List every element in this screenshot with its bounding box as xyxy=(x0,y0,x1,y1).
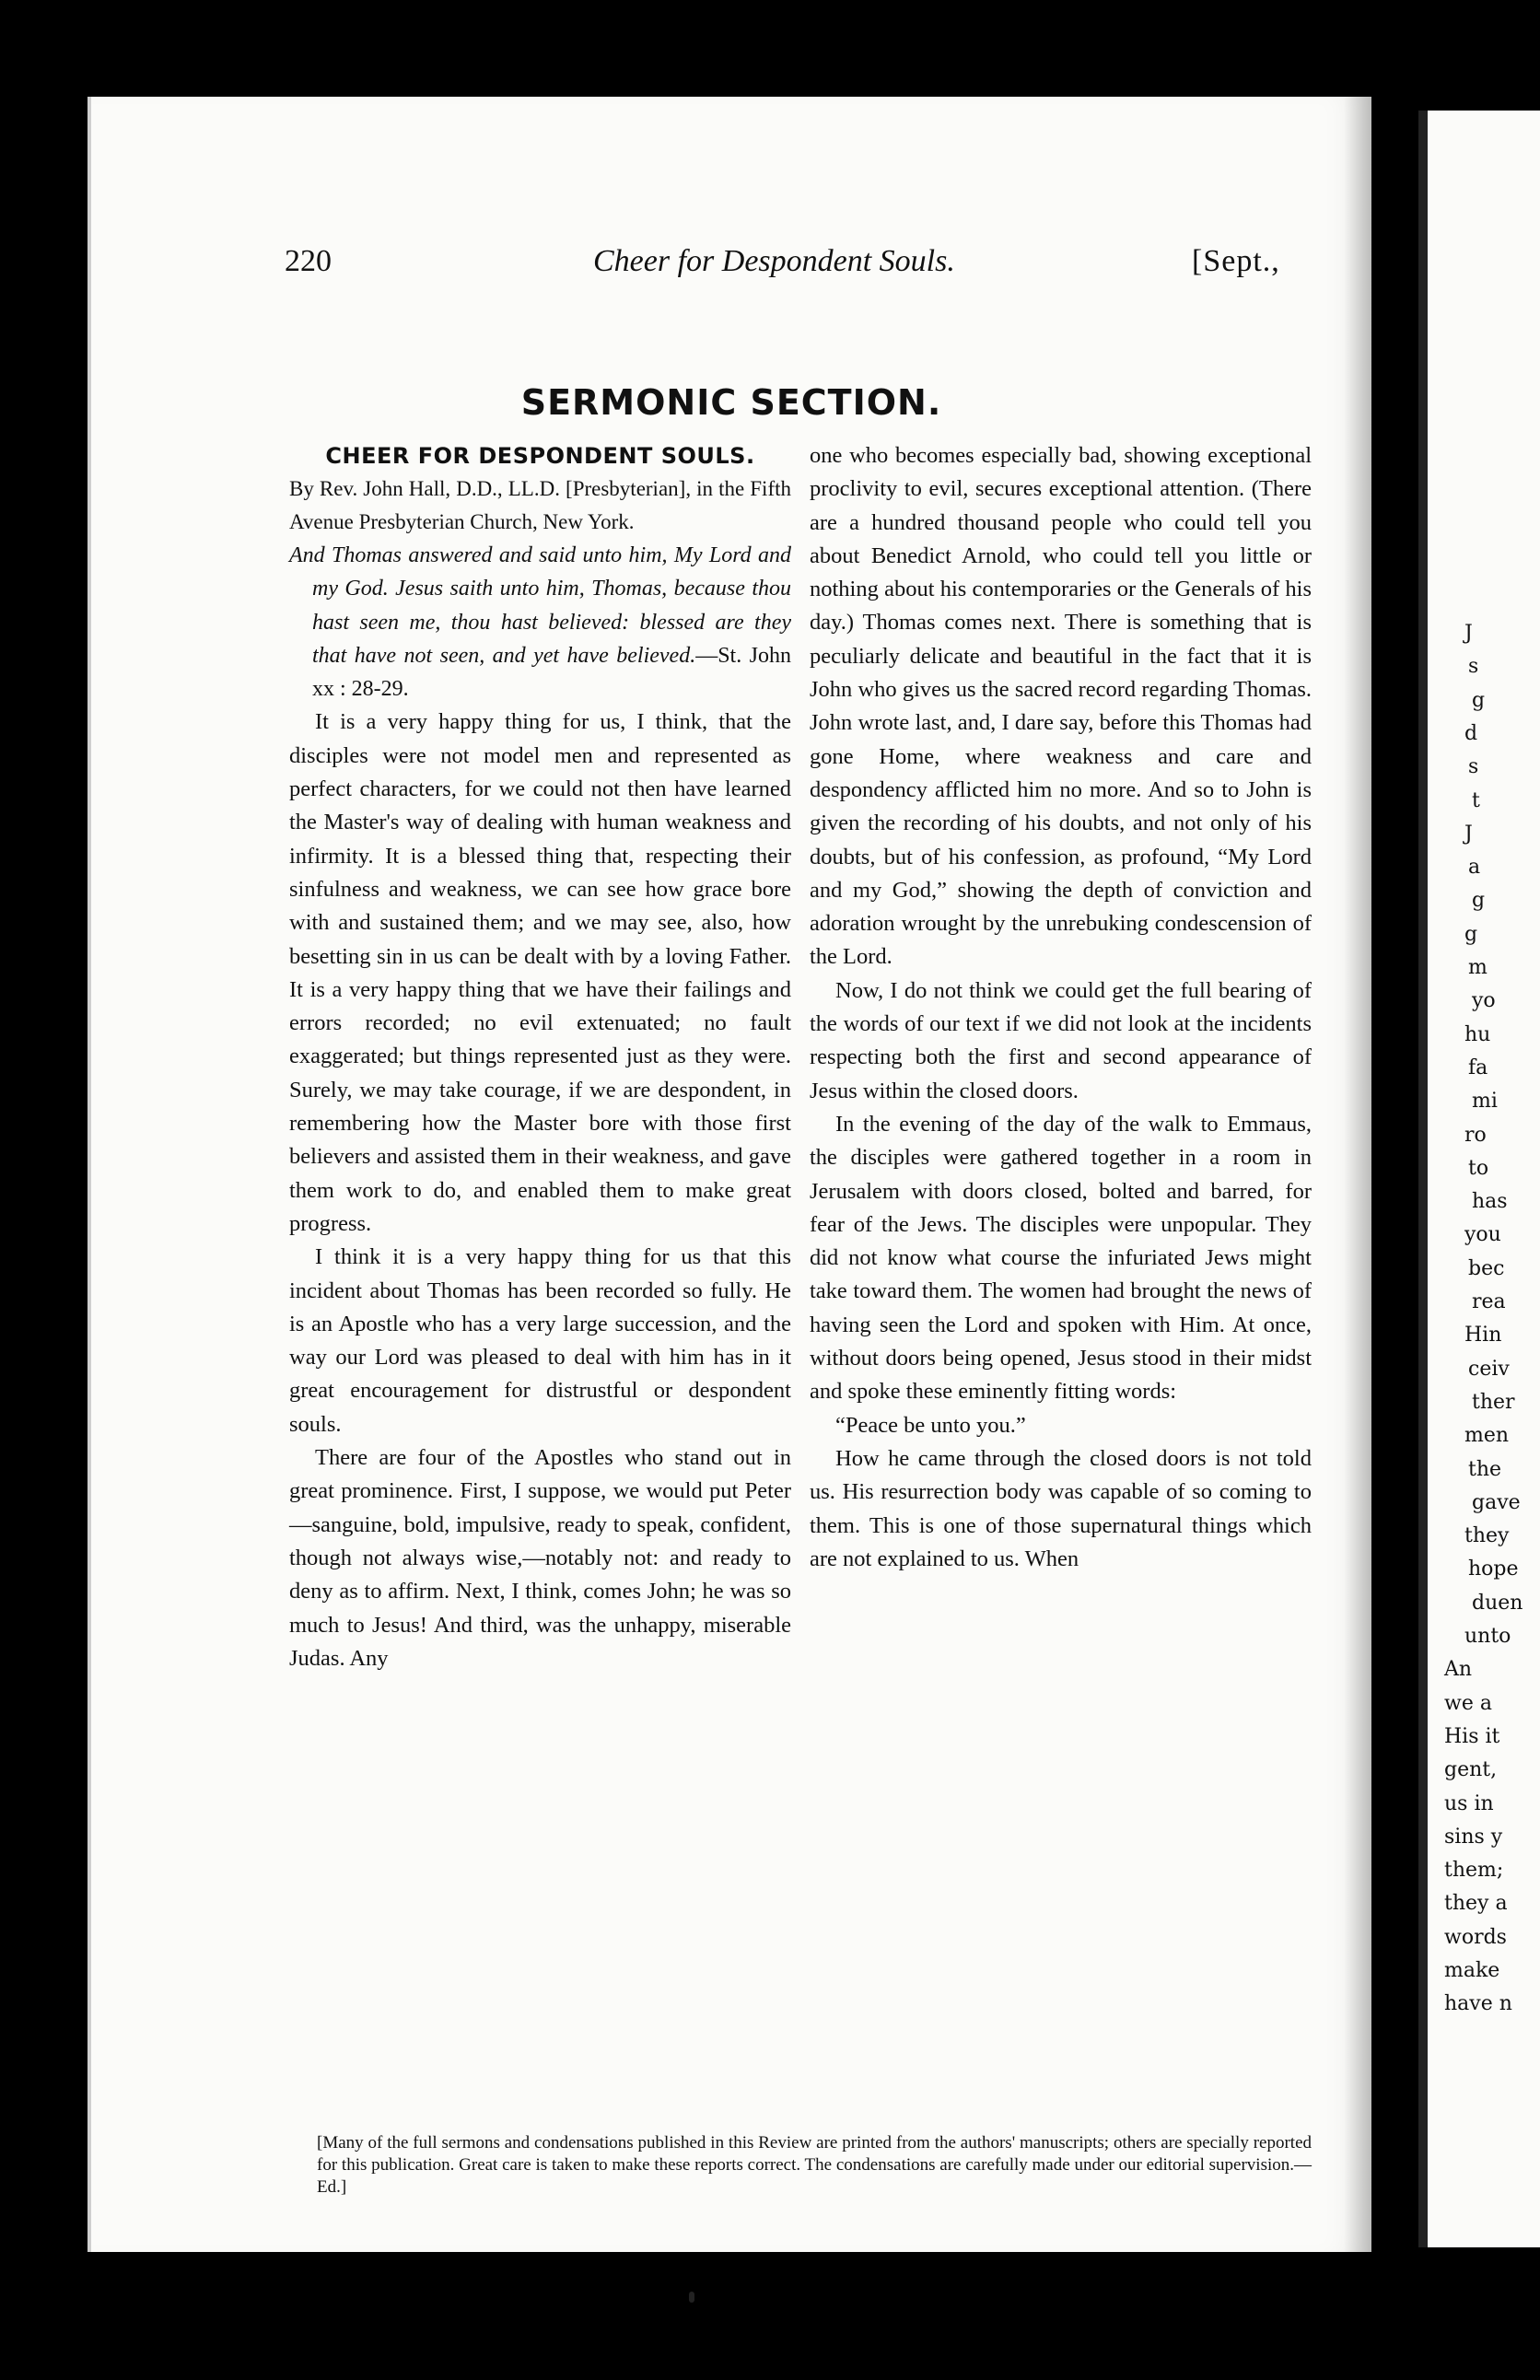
facing-page-fragment: words xyxy=(1444,1925,1507,1949)
facing-page-fragment: An xyxy=(1444,1658,1473,1682)
paragraph: How he came through the closed doors is not told us. His resurrection body was capable of so coming to them. This is one of those supernatural things which are not explained to us. When xyxy=(810,1445,1312,1571)
facing-page-fragment: they a xyxy=(1444,1892,1508,1916)
facing-page-fragment: gave xyxy=(1472,1490,1521,1514)
facing-page-fragment: g xyxy=(1464,922,1478,946)
facing-page-fragment: they xyxy=(1464,1524,1510,1548)
facing-page-fragment: Hin xyxy=(1464,1324,1502,1348)
paragraph: There are four of the Apostles who stand out in great prominence. First, I suppose, we would put Peter—sanguine, bold, impulsive, ready to speak, confident, though not always wise,—notably not: and ready to deny as to affirm. Next, I think, comes John; he was so much to Jesus! And third, was the unhappy, miserable Judas. Any xyxy=(289,1445,791,1671)
epigraph-text: And Thomas answered and said unto him, My Lord and my God. Jesus saith unto him, Thomas, because thou hast seen me, thou hast believed: blessed are they that have not seen, and yet have believed. xyxy=(289,543,791,668)
facing-page-fragment: has xyxy=(1472,1190,1508,1214)
facing-page-fragment: them; xyxy=(1444,1859,1504,1883)
epigraph xyxy=(289,539,791,706)
running-title: Cheer for Despondent Souls. xyxy=(593,244,955,278)
facing-page-fragment: the xyxy=(1468,1457,1502,1481)
running-header xyxy=(91,244,1371,299)
facing-page-fragment: s xyxy=(1468,755,1479,779)
page-number: 220 xyxy=(285,244,332,278)
scan-speck xyxy=(689,2292,694,2303)
facing-page-fragment: you xyxy=(1464,1223,1501,1247)
facing-page-fragment: we a xyxy=(1444,1691,1492,1715)
right-column xyxy=(810,439,1312,1576)
paragraph: Now, I do not think we could get the full bearing of the words of our text if we did not look at the incidents respecting both the first and second appearance of Jesus within the closed doors. xyxy=(810,977,1312,1103)
facing-page-fragment: men xyxy=(1464,1424,1510,1448)
header-month: [Sept., xyxy=(1192,244,1280,278)
facing-page-fragment: make xyxy=(1444,1959,1500,1982)
facing-page-fragment: d xyxy=(1464,721,1478,745)
facing-page-fragment: rea xyxy=(1472,1290,1506,1313)
facing-page-fragment: g xyxy=(1472,688,1486,712)
paragraph: In the evening of the day of the walk to Emmaus, the disciples were gathered together in a room in Jerusalem with doors closed, bolted and barred, for fear of the Jews. The disciples were unpopular. They did not know what course the infuriated Jews might take toward them. The women had brought the news of having seen the Lord and spoken with Him. At once, without doors being opened, Jesus stood in their midst and spoke these eminently fitting words: xyxy=(810,1111,1312,1405)
epigraph-reference: —St. John xx : 28-29. xyxy=(312,643,791,702)
facing-page-fragment: hu xyxy=(1464,1022,1491,1046)
article-byline: By Rev. John Hall, D.D., LL.D. [Presbyterian], in the Fifth Avenue Presbyterian Church, New York. xyxy=(289,477,791,533)
facing-page-fragment: to xyxy=(1468,1156,1489,1180)
facing-page-fragment: J xyxy=(1464,622,1473,645)
facing-page-fragment: gent, xyxy=(1444,1758,1498,1782)
facing-page-fragment: ceiv xyxy=(1468,1357,1510,1381)
facing-page-fragment: g xyxy=(1472,889,1486,913)
facing-page-fragment: unto xyxy=(1464,1625,1511,1648)
paragraph: one who becomes especially bad, showing exceptional proclivity to evil, secures exceptional attention. (There are a hundred thousand people who could tell you about Benedict Arnold, who could tell you little or nothing about his contemporaries or the Generals of his day.) Thomas comes next. There is something that is peculiarly delicate and beautiful in the fact that it is John who gives us the sacred record regarding Thomas. John wrote last, and, I dare say, before this Thomas had gone Home, where weakness and care and despondency afflicted him no more. And so to John is given the recording of his doubts, and not only of his doubts, but of his confession, as profound, “My Lord and my God,” showing the depth of conviction and adoration wrought by the unrebuking condescension of the Lord. xyxy=(810,443,1312,970)
editorial-footnote: [Many of the full sermons and condensations published in this Review are printed from the authors' manuscripts; others are specially reported for this publication. Great care is taken to make these reports correct. The condensations are carefully made under our editorial supervision.—Ed.] xyxy=(317,2133,1312,2197)
article-title: CHEER FOR DESPONDENT SOULS. xyxy=(325,443,755,469)
facing-page-edge xyxy=(1418,111,1540,2247)
book-page xyxy=(88,97,1371,2252)
quotation: “Peace be unto you.” xyxy=(835,1412,1026,1438)
facing-page-fragment: s xyxy=(1468,655,1479,679)
facing-page-fragment: hope xyxy=(1468,1558,1519,1581)
facing-page-fragment: sins y xyxy=(1444,1825,1503,1849)
facing-page-fragment: bec xyxy=(1468,1256,1505,1280)
facing-page-fragment: have n xyxy=(1444,1992,1512,2016)
facing-page-fragment: His it xyxy=(1444,1724,1500,1748)
facing-page-fragment: ther xyxy=(1472,1390,1515,1414)
facing-page-fragment: m xyxy=(1468,956,1488,979)
facing-page-fragment: t xyxy=(1472,788,1480,812)
facing-page-fragment: us in xyxy=(1444,1791,1494,1815)
facing-page-fragment: J xyxy=(1464,822,1473,846)
paragraph: I think it is a very happy thing for us that this incident about Thomas has been recorded so fully. He is an Apostle who has a very large succession, and the way our Lord was pleased to deal with him has in it great encouragement for distrustful or despondent souls. xyxy=(289,1244,791,1437)
section-title: SERMONIC SECTION. xyxy=(520,382,942,423)
facing-page-fragment: fa xyxy=(1468,1056,1488,1079)
facing-page-fragment: duen xyxy=(1472,1591,1523,1615)
facing-page-fragment: a xyxy=(1468,856,1481,880)
facing-page-fragment: ro xyxy=(1464,1123,1487,1147)
facing-page-fragment: mi xyxy=(1472,1090,1498,1114)
left-column xyxy=(289,439,791,1675)
paragraph: It is a very happy thing for us, I think, that the disciples were not model men and represented as perfect characters, for we could not then have learned the Master's way of dealing with human weakness and infirmity. It is a blessed thing that, respecting their sinfulness and weakness, we can see how grace bore with and sustained them; and we may see, also, how besetting sin in us can be dealt with by a loving Father. It is a very happy thing that we have their failings and errors recorded; no evil extenuated; no fault exaggerated; but things represented just as they were. Surely, we may take courage, if we are despondent, in remembering how the Master bore with those first believers and assisted them in their weakness, and gave them work to do, and enabled them to make great progress. xyxy=(289,709,791,1236)
facing-page-fragment: yo xyxy=(1472,989,1496,1013)
